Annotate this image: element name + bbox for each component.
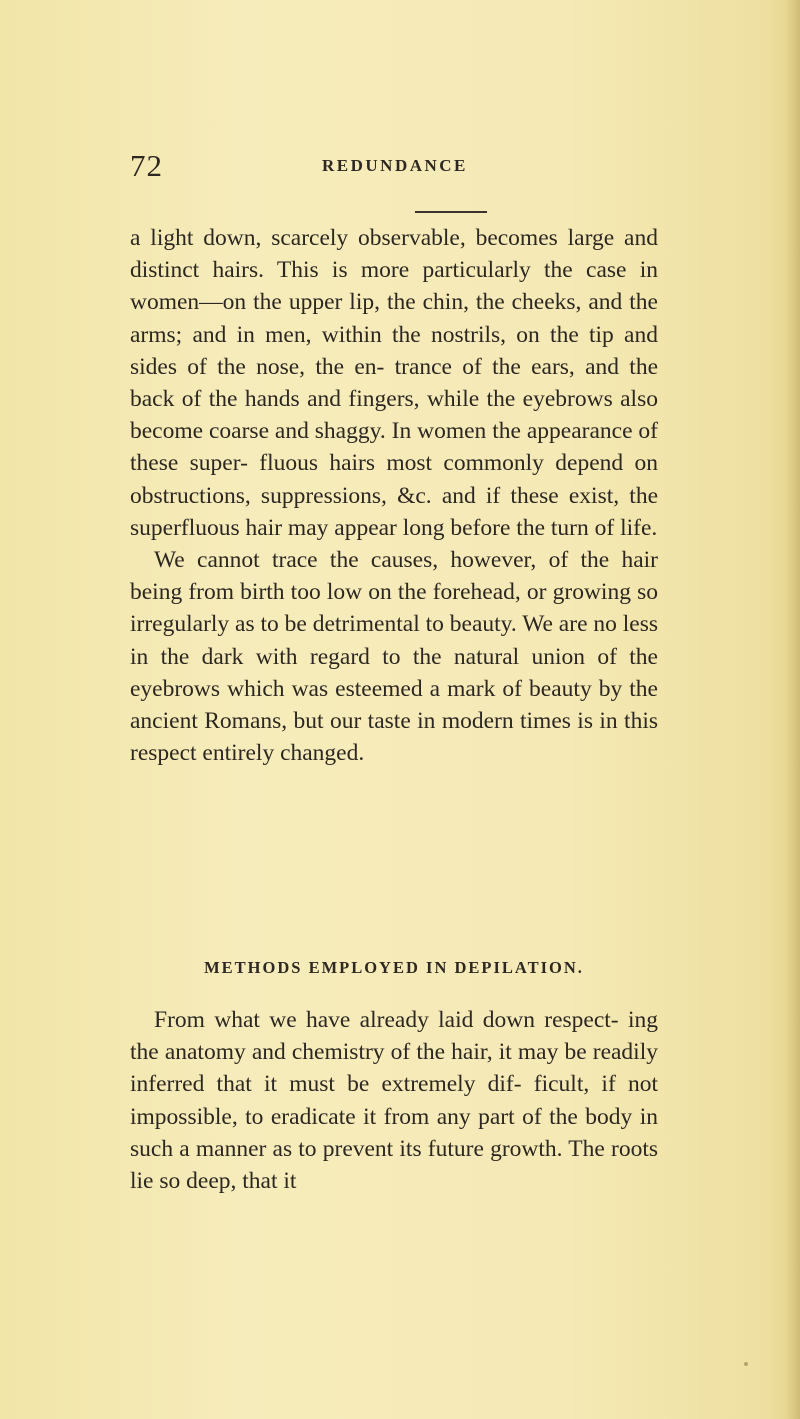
paragraph: From what we have already laid down respect- ing the anatomy and chemistry of the hair, it may be readily inferred that it must be extremely dif- ficult, if not impossible, to eradicate it from any part of the body in such a manner as to prevent its future growth. The roots lie so deep, that it <box>130 1007 658 1195</box>
page-number: 72 <box>130 148 163 183</box>
paragraph: We cannot trace the causes, however, of the hair being from birth too low on the forehead, or growing so irregularly as to be detrimental to beauty. We are no less in the dark with regard to the natural union of the eyebrows which was esteemed a mark of beauty by the ancient Romans, but our taste in modern times is in this respect entirely changed. <box>130 547 658 767</box>
paragraph: a light down, scarcely observable, becomes large and distinct hairs. This is more particularly the case in women—on the upper lip, the chin, the cheeks, and the arms; and in men, within the nostrils, on the tip and sides of the nose, the en- trance of the ears, and the back of the hands and fingers, while the eyebrows also become coarse and shaggy. In women the appearance of these super- fluous hairs most commonly depend on obstructions, suppressions, &c. and if these exist, the superfluous hair may appear long before the turn of life. <box>130 225 658 541</box>
header-rule <box>415 211 487 213</box>
running-title: REDUNDANCE <box>322 156 468 175</box>
section-heading: METHODS EMPLOYED IN DEPILATION. <box>204 958 584 977</box>
paper-speck <box>744 1362 748 1366</box>
section-body-text <box>130 1004 658 1197</box>
page-edge-shadow <box>786 0 800 1419</box>
running-head <box>130 148 650 188</box>
body-text <box>130 222 658 769</box>
